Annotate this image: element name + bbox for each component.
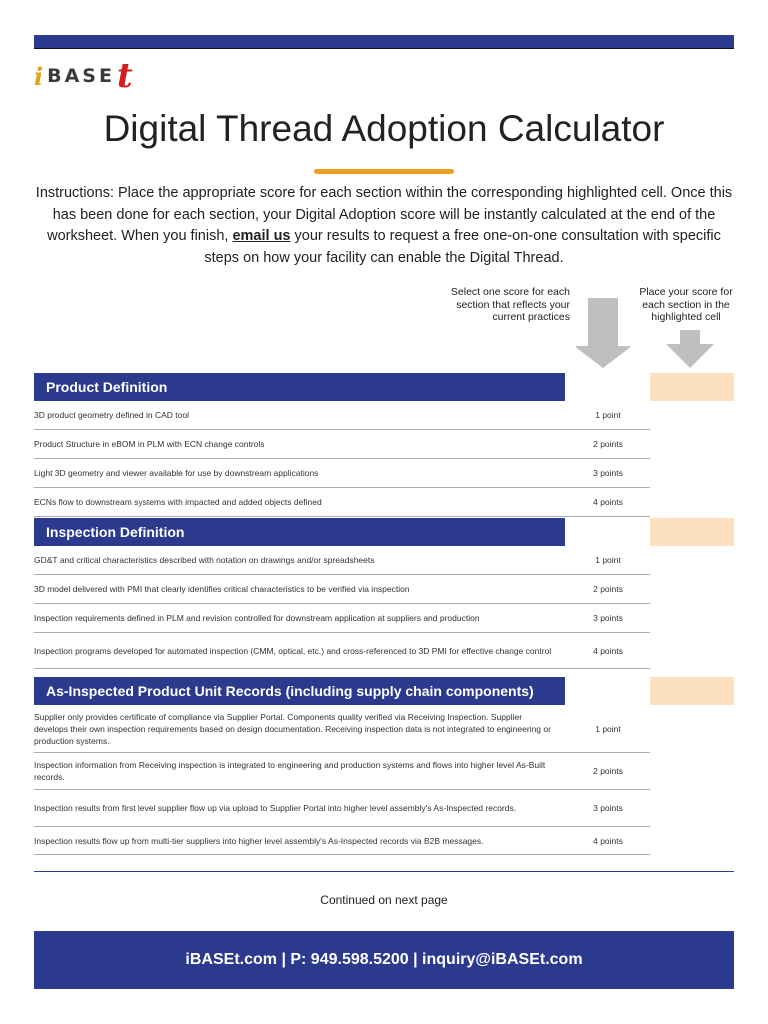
criterion-description: ECNs flow to downstream systems with impacted and added objects defined (34, 497, 322, 507)
table-row (34, 488, 650, 517)
criterion-description: Inspection information from Receiving inspection is integrated to engineering and production systems and flows into higher level As-Built records. (34, 760, 546, 782)
points-value: 1 point (595, 555, 621, 565)
criterion-description: GD&T and critical characteristics described with notation on drawings and/or spreadsheets (34, 555, 375, 565)
points-value: 4 points (593, 645, 623, 656)
continued-note: Continued on next page (320, 893, 448, 907)
title-underline (314, 169, 454, 174)
table-row (34, 430, 650, 459)
footer-contact: iBASEt.com | P: 949.598.5200 | inquiry@iBASEt.com (34, 931, 734, 989)
points-value: 1 point (595, 723, 621, 734)
table-row (34, 827, 650, 855)
table-row (34, 575, 650, 604)
table-row (34, 459, 650, 488)
ibaset-logo (34, 58, 133, 94)
score-input-cell[interactable] (650, 677, 734, 705)
points-value: 1 point (595, 410, 621, 420)
table-row (34, 705, 650, 753)
arrow-down-icon (576, 298, 630, 368)
section-heading: As-Inspected Product Unit Records (including supply chain components) (34, 677, 565, 705)
table-row (34, 633, 650, 669)
page-title: Digital Thread Adoption Calculator (103, 108, 665, 149)
top-banner (34, 35, 734, 49)
logo-base: BASE (47, 65, 115, 87)
table-row (34, 604, 650, 633)
points-value: 4 points (593, 835, 623, 846)
criterion-description: Supplier only provides certificate of compliance via Supplier Portal. Components quality verified via Receiving Inspection. Supplier develops their own inspection requirements based on design documentation. Receiving inspection data is not integrated to engineering or production systems. (34, 711, 551, 746)
score-input-cell[interactable] (650, 518, 734, 546)
criterion-description: Inspection programs developed for automated inspection (CMM, optical, etc.) and cross-referenced to 3D PMI for effective change control (34, 645, 552, 656)
criterion-description: 3D product geometry defined in CAD tool (34, 410, 189, 420)
logo-i: i (34, 61, 44, 91)
criterion-description: Product Structure in eBOM in PLM with ECN change controls (34, 439, 265, 449)
points-value: 2 points (593, 439, 623, 449)
points-value: 4 points (593, 497, 623, 507)
criterion-description: Inspection requirements defined in PLM and revision controlled for downstream application at suppliers and production (34, 613, 480, 623)
table-row (34, 546, 650, 575)
table-row (34, 401, 650, 430)
score-input-cell[interactable] (650, 373, 734, 401)
instructions-text-after: your results to request a free one-on-one consultation with specific steps on how your facility can enable the Digital Thread. (204, 228, 721, 266)
section-heading: Inspection Definition (34, 518, 565, 546)
criterion-description: Inspection results from first level supplier flow up via upload to Supplier Portal into higher level assembly's As-Inspected records. (34, 803, 517, 813)
instructions-text-before: Instructions: Place the appropriate score for each section within the corresponding highlighted cell. Once this has been done for each section, your Digital Adoption score will be instantly calculated at the end of the worksheet. When you finish, (35, 185, 733, 244)
points-value: 3 points (593, 803, 623, 813)
instructions (34, 183, 734, 269)
points-value: 2 points (593, 766, 623, 776)
place-score-hint: Place your score for each section in the highlighted cell (639, 286, 733, 323)
table-bottom-rule (34, 871, 734, 872)
section-heading: Product Definition (34, 373, 565, 401)
points-value: 3 points (593, 468, 623, 478)
table-row (34, 790, 650, 827)
email-us-link[interactable]: email us (232, 228, 291, 244)
select-score-hint: Select one score for each section that reflects your current practices (450, 286, 570, 323)
arrow-down-icon (666, 330, 716, 368)
criterion-description: 3D model delivered with PMI that clearly identifies critical characteristics to be verified via inspection (34, 584, 410, 594)
points-value: 2 points (593, 584, 623, 594)
table-row (34, 753, 650, 790)
points-value: 3 points (593, 613, 623, 623)
criterion-description: Light 3D geometry and viewer available for use by downstream applications (34, 468, 319, 478)
logo-t: t (116, 56, 133, 96)
criterion-description: Inspection results flow up from multi-tier suppliers into higher level assembly's As-Inspected records via B2B messages. (34, 835, 484, 846)
